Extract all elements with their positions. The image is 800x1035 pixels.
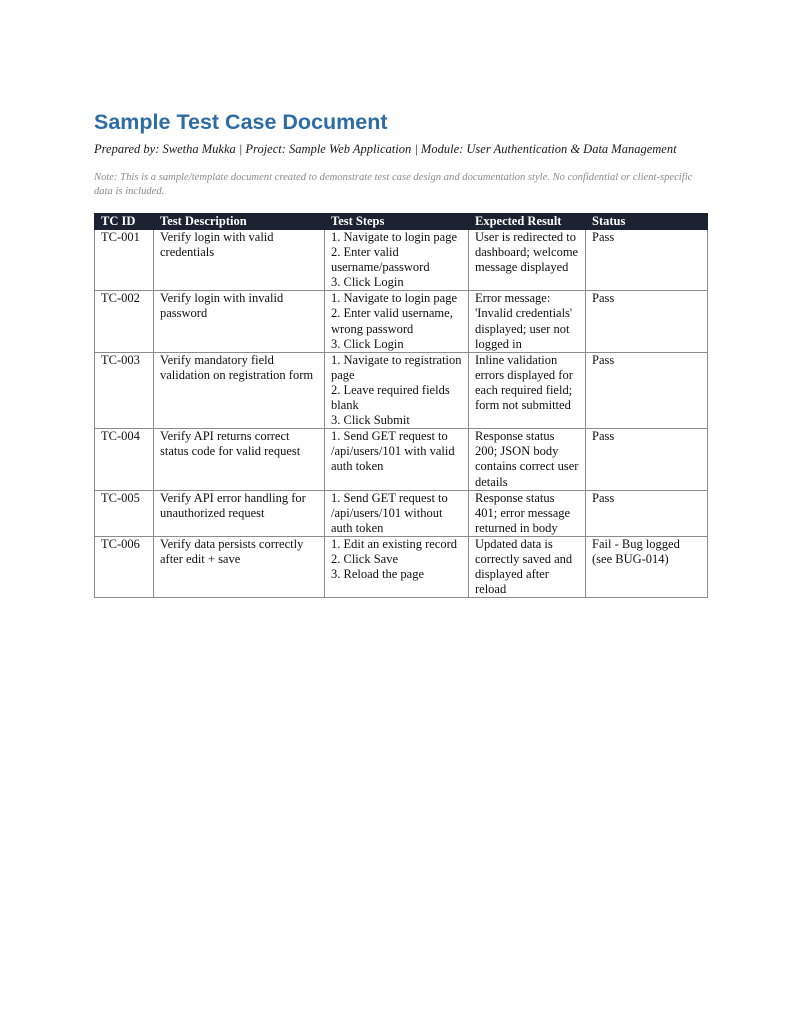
step-item: 2. Enter valid username/password (331, 245, 430, 275)
header-test-steps: Test Steps (325, 214, 469, 230)
tc-id-cell: TC-006 (95, 536, 154, 597)
step-item: 2. Enter valid username, wrong password (331, 306, 453, 336)
expected-result-cell: User is redirected to dashboard; welcome message displayed (469, 230, 586, 291)
step-item: 1. Send GET request to /api/users/101 without auth token (331, 490, 448, 535)
steps-cell (325, 230, 469, 291)
document-page (94, 108, 707, 598)
steps-cell (325, 536, 469, 597)
step-item: 1. Navigate to login page (331, 291, 458, 306)
expected-result-cell: Response status 200; JSON body contains correct user details (469, 429, 586, 490)
test-case-table (94, 213, 708, 598)
table-row (95, 352, 708, 428)
tc-id-cell: TC-001 (95, 230, 154, 291)
expected-result-cell: Inline validation errors displayed for each required field; form not submitted (469, 352, 586, 428)
table-row (95, 429, 708, 490)
status-cell: Fail - Bug logged (see BUG-014) (586, 536, 708, 597)
description-cell: Verify API returns correct status code for valid request (154, 429, 325, 490)
expected-result-cell: Updated data is correctly saved and displayed after reload (469, 536, 586, 597)
tc-id-cell: TC-002 (95, 291, 154, 352)
expected-result-cell: Response status 401; error message returned in body (469, 490, 586, 536)
steps-cell (325, 291, 469, 352)
status-cell: Pass (586, 230, 708, 291)
step-item: 1. Send GET request to /api/users/101 with valid auth token (331, 429, 455, 474)
step-item: 1. Navigate to login page (331, 230, 458, 244)
tc-id-cell: TC-005 (95, 490, 154, 536)
description-cell: Verify data persists correctly after edit + save (154, 536, 325, 597)
tc-id-cell: TC-003 (95, 352, 154, 428)
description-cell: Verify login with invalid password (154, 291, 325, 352)
status-cell: Pass (586, 490, 708, 536)
step-item: 3. Click Submit (331, 413, 410, 428)
expected-result-cell: Error message: 'Invalid credentials' displayed; user not logged in (469, 291, 586, 352)
header-test-description: Test Description (154, 214, 325, 230)
status-cell: Pass (586, 429, 708, 490)
description-cell: Verify login with valid credentials (154, 230, 325, 291)
status-cell: Pass (586, 352, 708, 428)
document-title: Sample Test Case Document (94, 110, 388, 134)
steps-cell (325, 490, 469, 536)
document-note: Note: This is a sample/template document created to demonstrate test case design and documentation style. No confidential or client-specific data is included. (94, 172, 693, 197)
table-row (95, 230, 708, 291)
table-row (95, 536, 708, 597)
step-item: 1. Edit an existing record (331, 536, 458, 551)
step-item: 3. Click Login (331, 275, 404, 290)
description-cell: Verify API error handling for unauthorized request (154, 490, 325, 536)
status-cell: Pass (586, 291, 708, 352)
header-tc-id: TC ID (95, 214, 154, 230)
prepared-by-line: Prepared by: Swetha Mukka | Project: Sample Web Application | Module: User Authentication & Data Management (94, 142, 677, 156)
step-item: 1. Navigate to registration page (331, 352, 462, 382)
step-item: 3. Click Login (331, 336, 404, 351)
table-header-row (95, 214, 708, 230)
header-expected-result: Expected Result (469, 214, 586, 230)
step-item: 3. Reload the page (331, 567, 425, 582)
steps-cell (325, 352, 469, 428)
table-row (95, 291, 708, 352)
steps-cell (325, 429, 469, 490)
step-item: 2. Click Save (331, 551, 399, 566)
tc-id-cell: TC-004 (95, 429, 154, 490)
header-status: Status (586, 214, 708, 230)
step-item: 2. Leave required fields blank (331, 382, 450, 413)
table-row (95, 490, 708, 536)
description-cell: Verify mandatory field validation on registration form (154, 352, 325, 428)
